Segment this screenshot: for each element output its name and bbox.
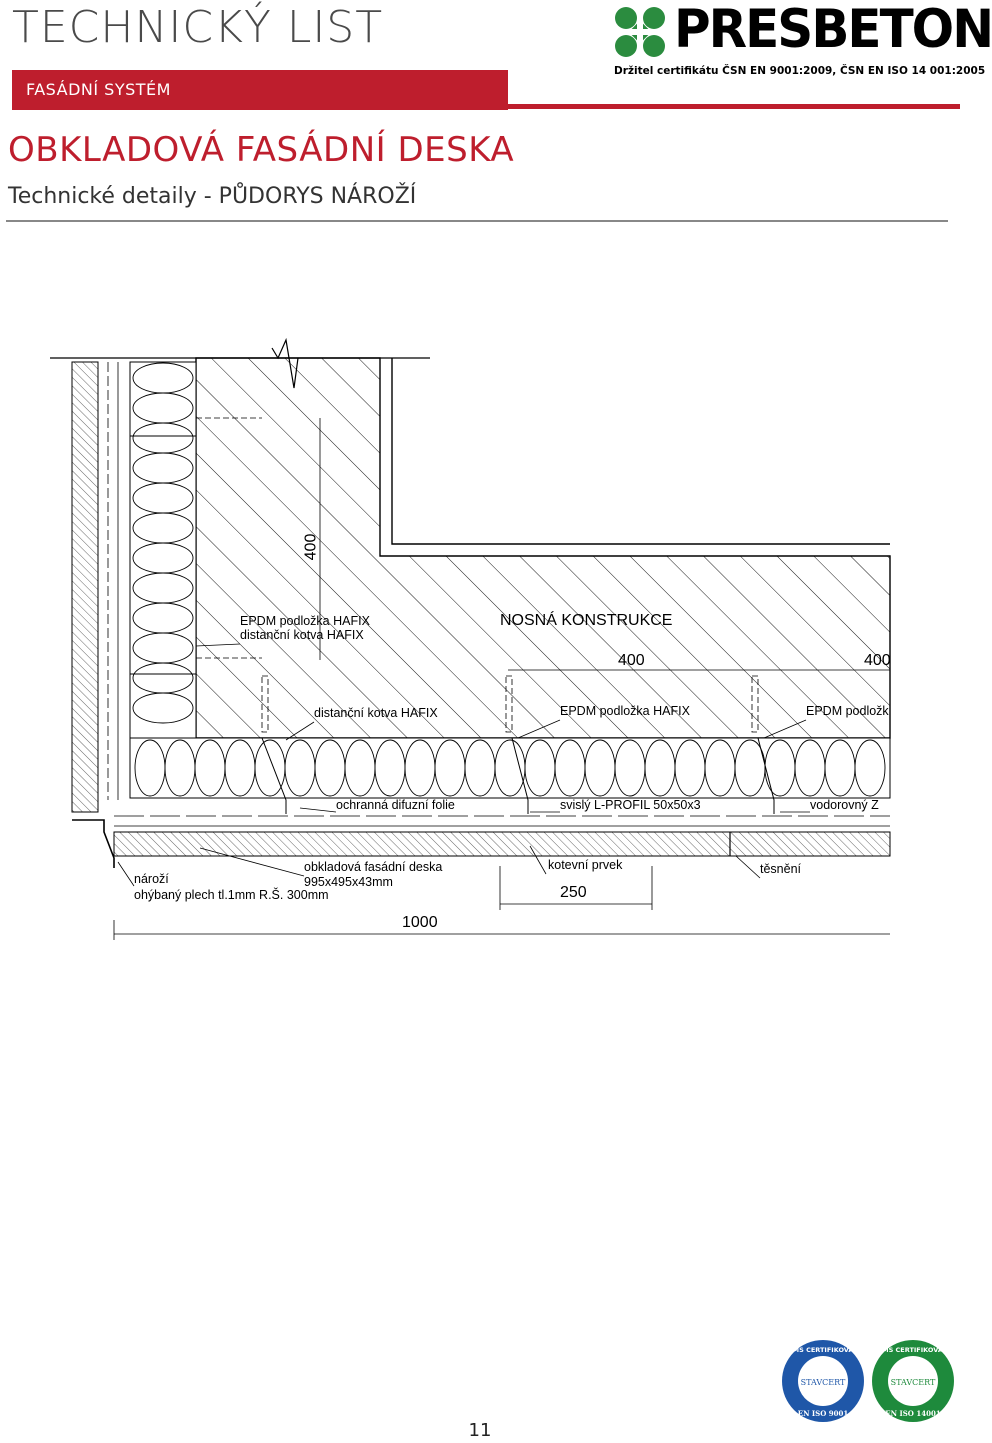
header-title: TECHNICKÝ LIST: [12, 2, 384, 53]
certificate-note: Držitel certifikátu ČSN EN 9001:2009, ČSN EN ISO 14 001:2005: [614, 65, 986, 77]
dim-panel-length: 1000: [402, 914, 438, 931]
logo-mark-icon: [612, 4, 668, 60]
ems-badge-icon: [870, 1338, 956, 1424]
page-title: OBKLADOVÁ FASÁDNÍ DESKA: [8, 130, 515, 170]
dim-anchor-gap: 250: [560, 884, 587, 901]
label-anchor-mid: distanční kotva HAFIX: [314, 706, 438, 720]
label-epdm-right: EPDM podložk: [806, 704, 889, 718]
label-panel-size: 995x495x43mm: [304, 875, 393, 889]
label-sheet: ohýbaný plech tl.1mm R.Š. 300mm: [134, 888, 329, 902]
header-rule: [508, 104, 960, 109]
label-zprofile: vodorovný Z: [810, 798, 879, 812]
label-lprofile: svislý L-PROFIL 50x50x3: [560, 798, 701, 812]
page-number: 11: [468, 1420, 492, 1441]
corner-plan-drawing: [0, 330, 960, 950]
dim-spacing-1: 400: [618, 652, 645, 669]
section-label: FASÁDNÍ SYSTÉM: [26, 80, 171, 99]
qms-badge-icon: [780, 1338, 866, 1424]
dim-vertical: 400: [302, 533, 320, 561]
label-seal: těsnění: [760, 862, 802, 876]
concrete-structure: [196, 358, 890, 738]
label-epdm-mid: EPDM podložka HAFIX: [560, 704, 690, 718]
label-panel: obkladová fasádní deska: [304, 860, 443, 874]
qms-badge-top: QMS CERTIFIKOVÁN: [787, 1346, 859, 1354]
ems-badge-mid: STAVCERT: [890, 1378, 936, 1387]
qms-badge-mid: STAVCERT: [800, 1378, 846, 1387]
title-rule: [6, 220, 948, 222]
page-subtitle: Technické detaily - PŮDORYS NÁROŽÍ: [8, 184, 417, 209]
label-structure: NOSNÁ KONSTRUKCE: [500, 612, 673, 629]
ems-badge-bottom: EN ISO 14001: [885, 1409, 941, 1418]
dim-spacing-2: 400: [864, 652, 891, 669]
label-anchor-elem: kotevní prvek: [548, 858, 623, 872]
presbeton-logo: [612, 0, 992, 77]
ems-badge-top: EMS CERTIFIKOVÁN: [877, 1346, 949, 1354]
brand-name: PRESBETON: [674, 0, 992, 60]
section-bar: [12, 70, 508, 110]
label-corner: nároží: [134, 872, 169, 886]
label-foil: ochranná difuzní folie: [336, 798, 455, 812]
label-anchor-top: distanční kotva HAFIX: [240, 628, 364, 642]
label-epdm-top: EPDM podložka HAFIX: [240, 614, 370, 628]
qms-badge-bottom: EN ISO 9001: [797, 1409, 849, 1418]
